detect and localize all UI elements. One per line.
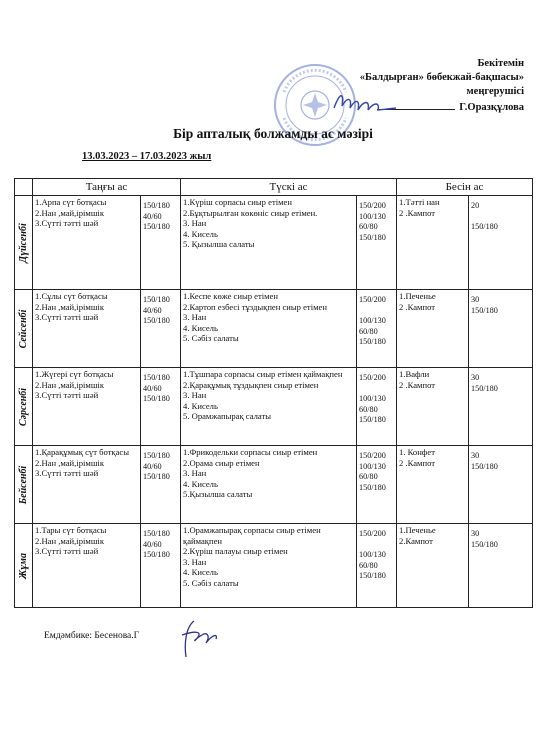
snack-cell [397,524,469,608]
snack-grams-cell [469,196,533,290]
day-label-cell [15,368,33,446]
lunch-header: Түскі ас [181,179,397,196]
dish-item: 3.Сүтті тәтті шәй [35,312,99,322]
lunch-cell [181,446,357,524]
dish-item: 1.Сұлы сүт ботқасы [35,291,108,301]
grams-value: 40/60 [143,539,162,549]
grams-value: 60/80 [359,222,378,231]
snack-cell [397,290,469,368]
grams-value: 150/180 [143,295,170,304]
dish-item: 5. Қызылша салаты [183,239,255,249]
grams-value: 150/180 [143,472,170,481]
grams-value: 20 [471,201,480,210]
snack-grams-cell [469,368,533,446]
day-name: Сәрсенбі [17,387,29,426]
grams-value: 40/60 [143,211,162,221]
dish-item: 1.Печенье [399,291,436,301]
dish-item: 2.Қарақұмық тұздықпен сиыр етімен [183,379,319,390]
grams-value: 150/180 [143,529,170,538]
dish-item: 5.Қызылша салаты [183,489,253,499]
lunch-cell [181,196,357,290]
dish-item: 4. Кисель [183,567,218,577]
dish-item: 1.Күріш сорпасы сиыр етімен [183,197,292,207]
day-label-cell [15,290,33,368]
dish-item: 5. Орамжапырақ салаты [183,411,272,421]
grams-value: 150/200 [359,451,386,460]
table-row [15,290,533,368]
grams-value: 150/180 [471,461,498,471]
day-name: Сейсенбі [17,309,29,348]
grams-value: 60/80 [359,472,378,481]
dish-item: 3. Нан [183,556,207,567]
dish-item: 3. Нан [183,312,207,322]
breakfast-grams-cell [141,524,181,608]
dish-item: 3. Нан [183,390,207,400]
grams-value: 150/180 [359,415,386,424]
dish-item: 3. Нан [183,468,207,478]
lunch-grams-cell [357,290,397,368]
dish-item: 1. Конфет [399,447,435,457]
grams-value: 100/130 [359,211,386,221]
dish-item: 1.Фрикодельки сорпасы сиыр етімен [183,447,318,457]
dish-item: 1.Орамжапырақ сорпасы сиыр етімен қаймақпен [183,525,321,546]
grams-value: 150/200 [359,373,386,382]
approval-line-3: меңгерушісі [466,86,524,97]
grams-value: 150/180 [143,316,170,325]
dish-item: 3.Сүтті тәтті шәй [35,218,99,228]
grams-value: 150/200 [359,201,386,210]
dish-item: 3. Нан [183,218,207,228]
breakfast-cell [33,290,141,368]
grams-value: 150/180 [471,539,498,549]
grams-value: 30 [471,295,480,304]
grams-value: 60/80 [359,326,378,336]
dish-item: 1.Вафли [399,369,430,379]
lunch-grams-cell [357,524,397,608]
grams-value: 100/130 [359,316,386,325]
dish-item: 4. Кисель [183,478,218,489]
breakfast-cell [33,368,141,446]
director-signature-icon [330,88,400,116]
grams-value: 150/180 [471,305,498,315]
breakfast-header: Таңғы ас [33,179,181,196]
snack-grams-cell [469,524,533,608]
grams-value: 30 [471,373,480,382]
grams-value: 60/80 [359,404,378,414]
dish-item: 1.Тұшпара сорпасы сиыр етімен қаймақпен [183,369,343,379]
day-name: Дүйсенбі [17,222,29,263]
grams-value [359,306,394,317]
lunch-grams-cell [357,196,397,290]
dish-item: 2.Нан ,май,ірімшік [35,379,104,390]
snack-cell [397,368,469,446]
day-name: Бейсенбі [17,465,29,504]
table-row [15,446,533,524]
dish-item: 4. Кисель [183,400,218,411]
grams-value: 150/180 [359,232,386,242]
grams-value: 150/180 [143,451,170,460]
lunch-cell [181,368,357,446]
date-range: 13.03.2023 – 17.03.2023 жыл [82,151,212,162]
snack-grams-cell [469,290,533,368]
grams-value: 30 [471,529,480,538]
breakfast-cell [33,196,141,290]
grams-value: 150/200 [359,529,386,538]
grams-value: 100/130 [359,550,386,559]
grams-value: 150/180 [359,482,386,492]
dish-item: 2.Күріш палауы сиыр етімен [183,546,288,556]
lunch-grams-cell [357,368,397,446]
breakfast-grams-cell [141,290,181,368]
table-row [15,524,533,608]
snack-cell [397,446,469,524]
grams-value: 100/130 [359,394,386,403]
dish-item: 1.Арпа сүт ботқасы [35,197,107,207]
breakfast-cell [33,524,141,608]
grams-value: 40/60 [143,305,162,315]
breakfast-grams-cell [141,196,181,290]
lunch-cell [181,290,357,368]
dish-item: 2 .Кампот [399,301,436,312]
footer-dietitian: Емдәмбике: Бесенова.Г [44,631,140,641]
day-name: Жұма [17,552,29,579]
dish-item: 2.Орама сиыр етімен [183,457,260,468]
grams-value: 30 [471,451,480,460]
dish-item: 1.Қарақұмық сүт ботқасы [35,447,130,457]
dish-item: 2.Нан ,май,ірімшік [35,301,104,312]
dish-item: 1.Кеспе көже сиыр етімен [183,291,278,301]
snack-header: Бесін ас [397,179,533,196]
day-label-cell [15,446,33,524]
lunch-grams-cell [357,446,397,524]
table-header-row [15,179,533,196]
grams-value [471,212,530,223]
grams-value: 150/180 [143,373,170,382]
grams-value: 150/180 [471,383,498,393]
dish-item: 1.Печенье [399,525,436,535]
approval-line-4: Г.Оразқұлова [459,102,524,113]
menu-table [14,178,533,608]
grams-value: 150/180 [143,550,170,559]
dish-item: 3.Сүтті тәтті шәй [35,390,99,400]
dish-item: 2.Нан ,май,ірімшік [35,535,104,546]
snack-cell [397,196,469,290]
breakfast-grams-cell [141,368,181,446]
grams-value [359,384,394,395]
grams-value: 150/180 [471,222,498,231]
grams-value: 40/60 [143,461,162,471]
breakfast-grams-cell [141,446,181,524]
grams-value [359,540,394,551]
grams-value: 150/180 [143,222,170,231]
grams-value: 150/180 [143,394,170,403]
grams-value: 150/180 [359,571,386,580]
grams-value: 100/130 [359,461,386,471]
dish-item: 2.Нан ,май,ірімшік [35,457,104,468]
snack-grams-cell [469,446,533,524]
dish-item: 3.Сүтті тәтті шәй [35,546,99,556]
grams-value: 150/180 [359,337,386,346]
dish-item: 2.Кампот [399,535,433,546]
grams-value: 40/60 [143,383,162,393]
dish-item: 2 .Кампот [399,457,436,468]
dish-item: 4. Кисель [183,322,218,333]
dish-item: 5. Сәбіз салаты [183,577,239,588]
breakfast-cell [33,446,141,524]
corner-cell [15,179,33,196]
grams-value: 150/180 [143,201,170,210]
day-label-cell [15,196,33,290]
dish-item: 2.Картоп езбесі тұздықпен сиыр етімен [183,301,327,312]
dietitian-signature-icon [172,613,222,665]
day-label-cell [15,524,33,608]
dish-item: 1.Жүгері сүт ботқасы [35,369,114,379]
approval-line-2: «Балдырған» бөбекжай-бақшасы» [359,72,524,83]
dish-item: 2.Бұқтырылған көкөніс сиыр етімен. [183,207,318,218]
dish-item: 5. Сәбіз салаты [183,333,239,343]
dish-item: 2 .Кампот [399,207,436,218]
grams-value: 150/200 [359,295,386,304]
dish-item: 1.Тары сүт ботқасы [35,525,107,535]
table-row [15,196,533,290]
dish-item: 4. Кисель [183,228,218,239]
page-title: Бір апталық болжамды ас мәзірі [173,126,373,141]
dish-item: 2.Нан ,май,ірімшік [35,207,104,218]
approval-line-1: Бекітемін [477,58,524,69]
dish-item: 2 .Кампот [399,379,436,390]
dish-item: 3.Сүтті тәтті шәй [35,468,99,478]
lunch-cell [181,524,357,608]
grams-value: 60/80 [359,560,378,570]
table-row [15,368,533,446]
dish-item: 1.Тәтті нан [399,197,440,207]
